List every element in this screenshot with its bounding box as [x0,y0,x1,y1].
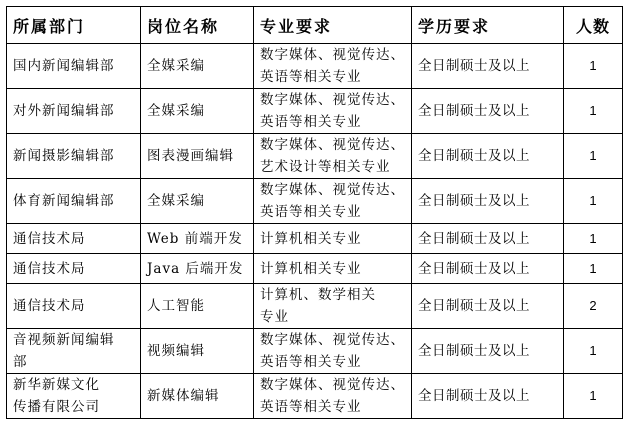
cell-major: 数字媒体、视觉传达、 艺术设计等相关专业 [254,134,412,179]
cell-department: 新闻摄影编辑部 [7,134,141,179]
table-body [7,44,623,419]
cell-count: 1 [564,374,623,419]
cell-position: 全媒采编 [141,89,254,134]
cell-count: 1 [564,89,623,134]
table-header [7,7,623,44]
cell-department: 对外新闻编辑部 [7,89,141,134]
cell-count: 1 [564,329,623,374]
cell-education: 全日制硕士及以上 [412,224,564,254]
header-department: 所属部门 [7,7,141,44]
table-row [7,284,623,329]
cell-position: 人工智能 [141,284,254,329]
cell-education: 全日制硕士及以上 [412,89,564,134]
cell-education: 全日制硕士及以上 [412,374,564,419]
cell-major: 计算机相关专业 [254,254,412,284]
cell-major: 数字媒体、视觉传达、 英语等相关专业 [254,374,412,419]
cell-count: 1 [564,44,623,89]
cell-education: 全日制硕士及以上 [412,329,564,374]
table-row [7,329,623,374]
cell-major: 数字媒体、视觉传达、 英语等相关专业 [254,44,412,89]
cell-education: 全日制硕士及以上 [412,254,564,284]
cell-education: 全日制硕士及以上 [412,134,564,179]
cell-position: Web 前端开发 [141,224,254,254]
table-row [7,44,623,89]
job-requirements-table [6,6,623,419]
cell-count: 1 [564,179,623,224]
cell-position: 新媒体编辑 [141,374,254,419]
cell-education: 全日制硕士及以上 [412,44,564,89]
cell-position: 视频编辑 [141,329,254,374]
cell-department: 国内新闻编辑部 [7,44,141,89]
cell-education: 全日制硕士及以上 [412,179,564,224]
cell-department: 新华新媒文化 传播有限公司 [7,374,141,419]
table-row [7,224,623,254]
table-row [7,89,623,134]
cell-education: 全日制硕士及以上 [412,284,564,329]
cell-department: 音视频新闻编辑 部 [7,329,141,374]
header-count: 人数 [564,7,623,44]
table-row [7,179,623,224]
cell-position: 图表漫画编辑 [141,134,254,179]
cell-department: 通信技术局 [7,284,141,329]
table-row [7,134,623,179]
cell-position: Java 后端开发 [141,254,254,284]
header-position: 岗位名称 [141,7,254,44]
cell-major: 数字媒体、视觉传达、 英语等相关专业 [254,329,412,374]
header-major: 专业要求 [254,7,412,44]
header-education: 学历要求 [412,7,564,44]
cell-count: 2 [564,284,623,329]
table-row [7,374,623,419]
header-row [7,7,623,44]
cell-major: 计算机相关专业 [254,224,412,254]
cell-count: 1 [564,134,623,179]
cell-major: 计算机、数学相关 专业 [254,284,412,329]
cell-major: 数字媒体、视觉传达、 英语等相关专业 [254,179,412,224]
cell-department: 通信技术局 [7,224,141,254]
table-row [7,254,623,284]
cell-major: 数字媒体、视觉传达、 英语等相关专业 [254,89,412,134]
cell-department: 体育新闻编辑部 [7,179,141,224]
cell-count: 1 [564,224,623,254]
cell-department: 通信技术局 [7,254,141,284]
cell-position: 全媒采编 [141,44,254,89]
cell-count: 1 [564,254,623,284]
cell-position: 全媒采编 [141,179,254,224]
